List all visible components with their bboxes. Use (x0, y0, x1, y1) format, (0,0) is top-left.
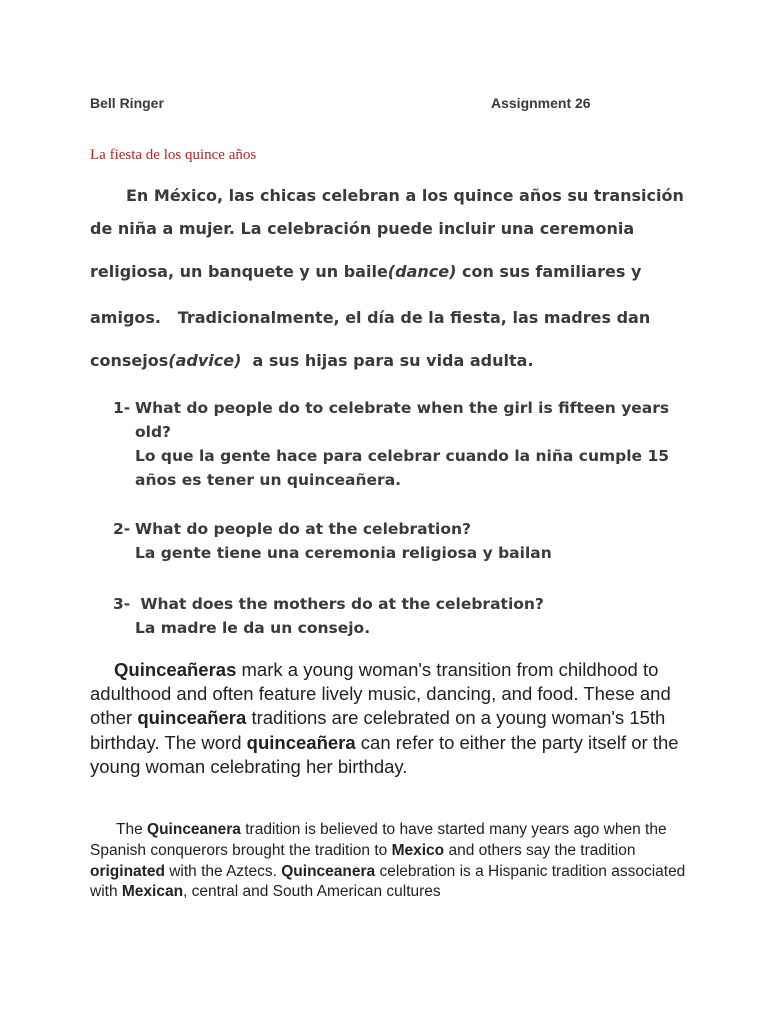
qc-text-3: can refer to either the party itself or the young woman celebrating her birthday. (90, 731, 679, 777)
question-2 (113, 517, 693, 565)
tradition-paragraph (90, 820, 690, 903)
question-1-number: 1- (113, 399, 131, 417)
spanish-line-3-a: religiosa, un banquete y un baile (90, 262, 388, 281)
spanish-line-1-text: En México, las chicas celebran a los quince años su transición (126, 186, 684, 205)
question-1 (113, 396, 693, 492)
spanish-line-5 (90, 351, 690, 370)
question-2-text (135, 517, 693, 565)
qc-bold-3: quinceañera (246, 731, 356, 753)
spanish-line-3-c: con sus familiares y (456, 262, 642, 281)
trad-text-1: tradition is believed to have started many years ago when the Spanish conquerors brought the tradition to (90, 821, 667, 859)
answer-1-line-2: años es tener un quinceañera. (135, 471, 402, 489)
question-3-number: 3- (113, 595, 131, 613)
qc-text-1: mark a young woman's transition from childhood to adulthood and often feature lively music, dancing, and food. These and other (90, 659, 671, 729)
trad-bold-4: Quinceanera (281, 862, 376, 880)
question-3-line-1: What does the mothers do at the celebration? (135, 595, 544, 613)
question-2-line-1: What do people do at the celebration? (135, 520, 471, 538)
trad-text-0: The (116, 821, 148, 838)
trad-text-4: celebration is a Hispanic tradition associated with (90, 862, 686, 901)
trad-text-3: with the Aztecs. (164, 862, 282, 880)
quinceanera-indent (90, 659, 114, 680)
trad-text-2: and others say the tradition (444, 841, 636, 859)
spanish-line-4: amigos. Tradicionalmente, el día de la fiesta, las madres dan (90, 308, 651, 327)
qc-bold-1: Quinceañeras (114, 659, 237, 680)
question-3-text (135, 592, 693, 640)
trad-bold-3: originated (90, 862, 165, 880)
document-title: La fiesta de los quince años (90, 147, 257, 163)
question-1-text (135, 396, 693, 492)
quinceanera-paragraph (90, 658, 690, 779)
trad-text-5: , central and South American cultures (183, 883, 441, 901)
spanish-line-1 (90, 186, 690, 205)
spanish-line-2: de niña a mujer. La celebración puede incluir una ceremonia (90, 219, 635, 238)
question-1-line-2: old? (135, 423, 172, 441)
answer-3-line-1: La madre le da un consejo. (135, 619, 371, 637)
trad-bold-5: Mexican (121, 883, 184, 901)
qc-text-2: traditions are celebrated on a young woman's 15th birthday. The word (90, 707, 666, 753)
answer-1-line-1: Lo que la gente hace para celebrar cuando la niña cumple 15 (135, 447, 670, 465)
question-2-number: 2- (113, 520, 131, 538)
spanish-line-5-a: consejos (90, 351, 169, 370)
tradition-indent (90, 821, 116, 838)
trad-bold-1: Quinceanera (147, 821, 241, 838)
qc-bold-2: quinceañera (137, 707, 247, 729)
spanish-line-5-c: a sus hijas para su vida adulta. (241, 351, 534, 370)
trad-bold-2: Mexico (391, 841, 445, 859)
question-3 (113, 592, 693, 640)
answer-2-line-1: La gente tiene una ceremonia religiosa y bailan (135, 544, 552, 562)
header-bell-ringer: Bell Ringer (90, 95, 164, 111)
spanish-line-3 (90, 262, 690, 281)
gloss-advice: (advice) (168, 351, 242, 370)
question-1-line-1: What do people do to celebrate when the girl is fifteen years (135, 399, 670, 417)
gloss-dance: (dance) (387, 262, 457, 281)
header-assignment-number: Assignment 26 (491, 95, 591, 111)
